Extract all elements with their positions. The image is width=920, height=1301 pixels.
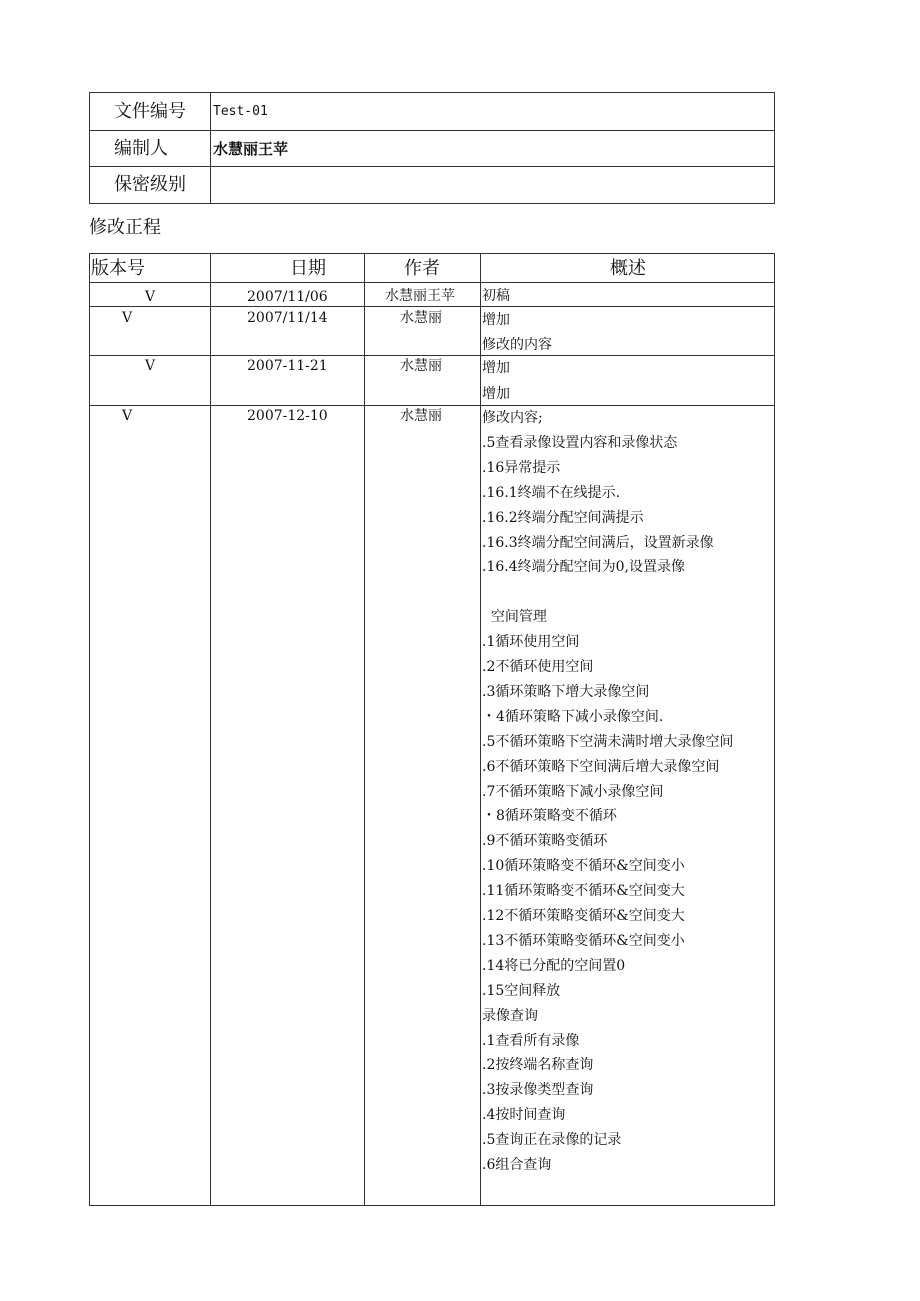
row-summary-line: .4按时间查询 <box>482 1107 566 1124</box>
row-summary-line: .11循环策略变不循环&空间变大 <box>482 883 685 900</box>
divider <box>89 203 775 204</box>
row-summary-line: .10循环策略变不循环&空间变小 <box>482 858 685 875</box>
row-summary-line: .2按终端名称查询 <box>482 1057 594 1074</box>
row-summary-line: .15空间释放 <box>482 982 561 999</box>
row-summary-line: .2不循环使用空间 <box>482 659 594 675</box>
divider <box>89 92 90 204</box>
author-label: 编制人 <box>114 138 168 159</box>
row-summary-line: .1循环使用空间 <box>482 634 580 651</box>
divider <box>89 306 775 307</box>
row-summary-line: 增加 <box>482 360 510 376</box>
row-summary-line: .12不循环策略变循环&空间变大 <box>482 908 685 924</box>
row-date: 2007/11/14 <box>247 310 328 326</box>
row-summary-line: .9不循环策略变循环 <box>482 833 608 850</box>
divider <box>89 405 775 406</box>
divider <box>774 253 775 1206</box>
row-author: 水慧丽 <box>400 358 442 374</box>
row-summary-line: .16.3终端分配空间满后，设置新录像 <box>482 534 714 551</box>
row-author: 水慧丽 <box>400 310 442 326</box>
divider <box>89 92 775 93</box>
row-summary-line: .6不循环策略下空间满后增大录像空间 <box>482 758 720 775</box>
row-summary-line: .5查看录像设置内容和录像状态 <box>482 434 678 451</box>
divider <box>210 253 211 1206</box>
row-summary-line: 初稿 <box>482 288 510 304</box>
row-summary-line: .16.1终端不在线提示. <box>482 484 621 501</box>
row-summary-line: .16.4终端分配空间为0,设置录像 <box>482 559 685 576</box>
row-date: 2007/11/06 <box>247 289 328 305</box>
row-author: 水慧丽 <box>400 408 442 424</box>
divider <box>89 166 775 167</box>
row-summary-line: 录像查询 <box>482 1007 538 1024</box>
security-label: 保密级别 <box>114 174 186 195</box>
header-version: 版本号 <box>91 258 145 279</box>
row-summary-line: .5查询正在录像的记录 <box>482 1132 622 1149</box>
header-date: 日期 <box>290 258 326 279</box>
divider <box>89 1205 775 1206</box>
divider <box>480 253 481 1206</box>
row-version: V <box>122 310 133 326</box>
divider <box>364 253 365 1206</box>
row-summary-line: ・8循环策略变不循环 <box>482 808 617 825</box>
file-number-label: 文件编号 <box>114 101 186 122</box>
row-summary-line: ・4循环策略下减小录像空间. <box>482 708 664 725</box>
divider <box>89 130 775 131</box>
row-summary-line: .16.2终端分配空间满提示 <box>482 509 644 526</box>
divider <box>89 355 775 356</box>
header-summary: 概述 <box>610 258 646 279</box>
file-number-value: Test-01 <box>213 104 268 119</box>
row-summary-line: 修改内容; <box>482 410 543 426</box>
row-summary-line: .5不循环策略下空满未满时增大录像空间 <box>482 733 734 750</box>
row-summary-line: 增加 <box>482 312 510 328</box>
row-summary-line: .3循环策略下增大录像空间 <box>482 683 650 700</box>
row-version: V <box>145 289 156 305</box>
row-date: 2007-11-21 <box>247 358 328 374</box>
row-summary-line: .3按录像类型查询 <box>482 1082 594 1099</box>
divider <box>774 92 775 204</box>
divider <box>89 282 775 283</box>
author-value: 水慧丽王苹 <box>213 140 289 158</box>
row-summary-line: .6组合查询 <box>482 1157 552 1173</box>
row-summary-line: 空间管理 <box>482 609 547 626</box>
row-version: V <box>122 408 133 424</box>
row-summary-line: .16异常提示 <box>482 459 561 476</box>
row-summary-line: .1查看所有录像 <box>482 1032 580 1049</box>
row-summary-line: .7不循环策略下减小录像空间 <box>482 783 664 800</box>
divider <box>210 92 211 204</box>
row-summary-line: 修改的内容 <box>482 337 552 353</box>
header-author: 作者 <box>404 258 440 279</box>
row-summary-line: 增加 <box>482 386 510 402</box>
row-author: 水慧丽王苹 <box>385 288 455 304</box>
row-summary-line: .14将已分配的空间置0 <box>482 957 626 974</box>
revision-title: 修改正程 <box>89 217 161 238</box>
row-version: V <box>145 358 156 374</box>
row-summary-line: .13不循环策略变循环&空间变小 <box>482 932 685 949</box>
divider <box>89 253 775 254</box>
row-date: 2007-12-10 <box>247 408 328 424</box>
divider <box>89 253 90 1206</box>
